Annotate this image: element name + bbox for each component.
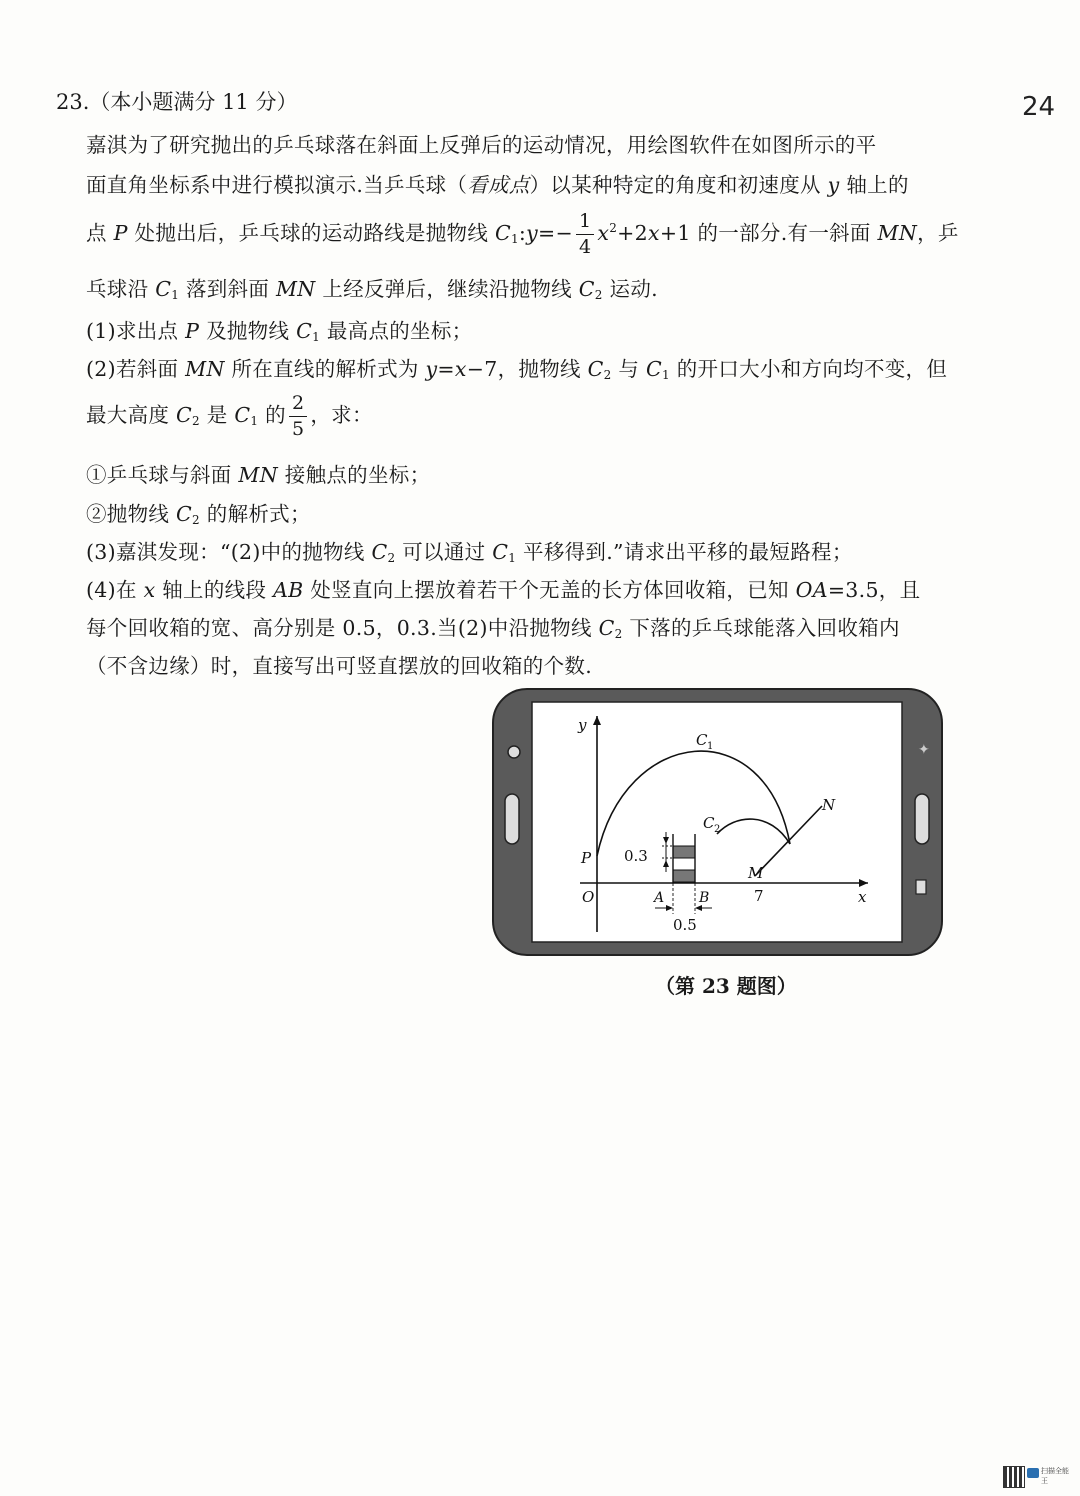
sub-question-3: (3)嘉淇发现：“(2)中的抛物线 $C_2$ 可以通过 $C_1$ 平移得到.”请求出平移的最短路程； bbox=[86, 540, 853, 565]
scanner-watermark bbox=[1003, 1466, 1075, 1490]
label-c1: C bbox=[696, 731, 708, 749]
sub-question-2-1: ①乒乓球与斜面 MN 接触点的坐标； bbox=[86, 463, 431, 487]
figure-caption: （第 23 题图） bbox=[655, 974, 797, 998]
phone-button-right bbox=[915, 794, 929, 844]
sub-question-1: (1)求出点 P 及抛物线 $C_1$ 最高点的坐标； bbox=[86, 319, 473, 344]
problem-line-1: 嘉淇为了研究抛出的乒乓球落在斜面上反弹后的运动情况，用绘图软件在如图所示的平 bbox=[86, 133, 877, 157]
phone-logo-icon: ✦ bbox=[918, 742, 930, 758]
label-x: x bbox=[858, 888, 867, 906]
phone-button-left bbox=[505, 794, 519, 844]
problem-line-2: 面直角坐标系中进行模拟演示.当乒乓球（看成点）以某种特定的角度和初速度从 y 轴上的 bbox=[86, 173, 909, 197]
label-c1-sub: 1 bbox=[707, 741, 714, 752]
label-c2: C bbox=[703, 814, 715, 832]
fraction-one-quarter: $\frac{1}{4}$ bbox=[576, 212, 594, 257]
scanner-app-name: 扫描全能王 bbox=[1041, 1467, 1069, 1485]
label-seven: 7 bbox=[754, 887, 764, 905]
box-lower bbox=[673, 870, 695, 882]
label-p: P bbox=[581, 849, 592, 867]
sub-question-4-cont: 每个回收箱的宽、高分别是 0.5，0.3.当(2)中沿抛物线 $C_2$ 下落的乒乓球能落入回收箱内 bbox=[86, 616, 900, 641]
sub-question-2: (2)若斜面 MN 所在直线的解析式为 y=x−7，抛物线 $C_2$ 与 $C_1$ 的开口大小和方向均不变，但 bbox=[86, 357, 948, 382]
problem-line-3: 点 P 处抛出后，乒乓球的运动路线是抛物线 $C_1:y=-$ $\frac{1}{4}$ $x^2+2x+1$ 的一部分.有一斜面 MN，乒 bbox=[86, 210, 959, 258]
sub-question-2-cont: 最大高度 $C_2$ 是 $C_1$ 的 $\frac{2}{5}$ ，求： bbox=[86, 392, 373, 440]
qr-code-icon bbox=[1003, 1466, 1025, 1488]
sub-question-4: (4)在 x 轴上的线段 AB 处竖直向上摆放着若干个无盖的长方体回收箱，已知 OA=3.5，且 bbox=[86, 578, 921, 602]
label-o: O bbox=[582, 888, 595, 906]
sub-question-4-end: （不含边缘）时，直接写出可竖直摆放的回收箱的个数. bbox=[86, 654, 593, 678]
phone-square-right bbox=[916, 880, 926, 894]
label-y: y bbox=[578, 716, 587, 734]
label-a: A bbox=[654, 890, 665, 906]
label-m: M bbox=[748, 864, 764, 882]
problem-line-4: 乓球沿 $C_1$ 落到斜面 MN 上经反弹后，继续沿抛物线 $C_2$ 运动. bbox=[86, 277, 658, 302]
label-c2-sub: 2 bbox=[714, 824, 721, 835]
phone-camera-left bbox=[508, 746, 520, 758]
label-n: N bbox=[822, 796, 836, 814]
label-b: B bbox=[699, 890, 710, 906]
fraction-two-fifths: $\frac{2}{5}$ bbox=[289, 394, 307, 439]
box-upper bbox=[673, 846, 695, 858]
camscanner-logo-icon bbox=[1027, 1468, 1039, 1478]
sub-question-2-2: ②抛物线 $C_2$ 的解析式； bbox=[86, 502, 311, 527]
label-height: 0.3 bbox=[624, 847, 648, 865]
figure-23 bbox=[490, 686, 945, 958]
phone-screen bbox=[532, 702, 902, 942]
page-number: 24 bbox=[1022, 92, 1056, 122]
label-width: 0.5 bbox=[673, 916, 697, 934]
question-heading: 23.（本小题满分 11 分） bbox=[56, 90, 298, 114]
